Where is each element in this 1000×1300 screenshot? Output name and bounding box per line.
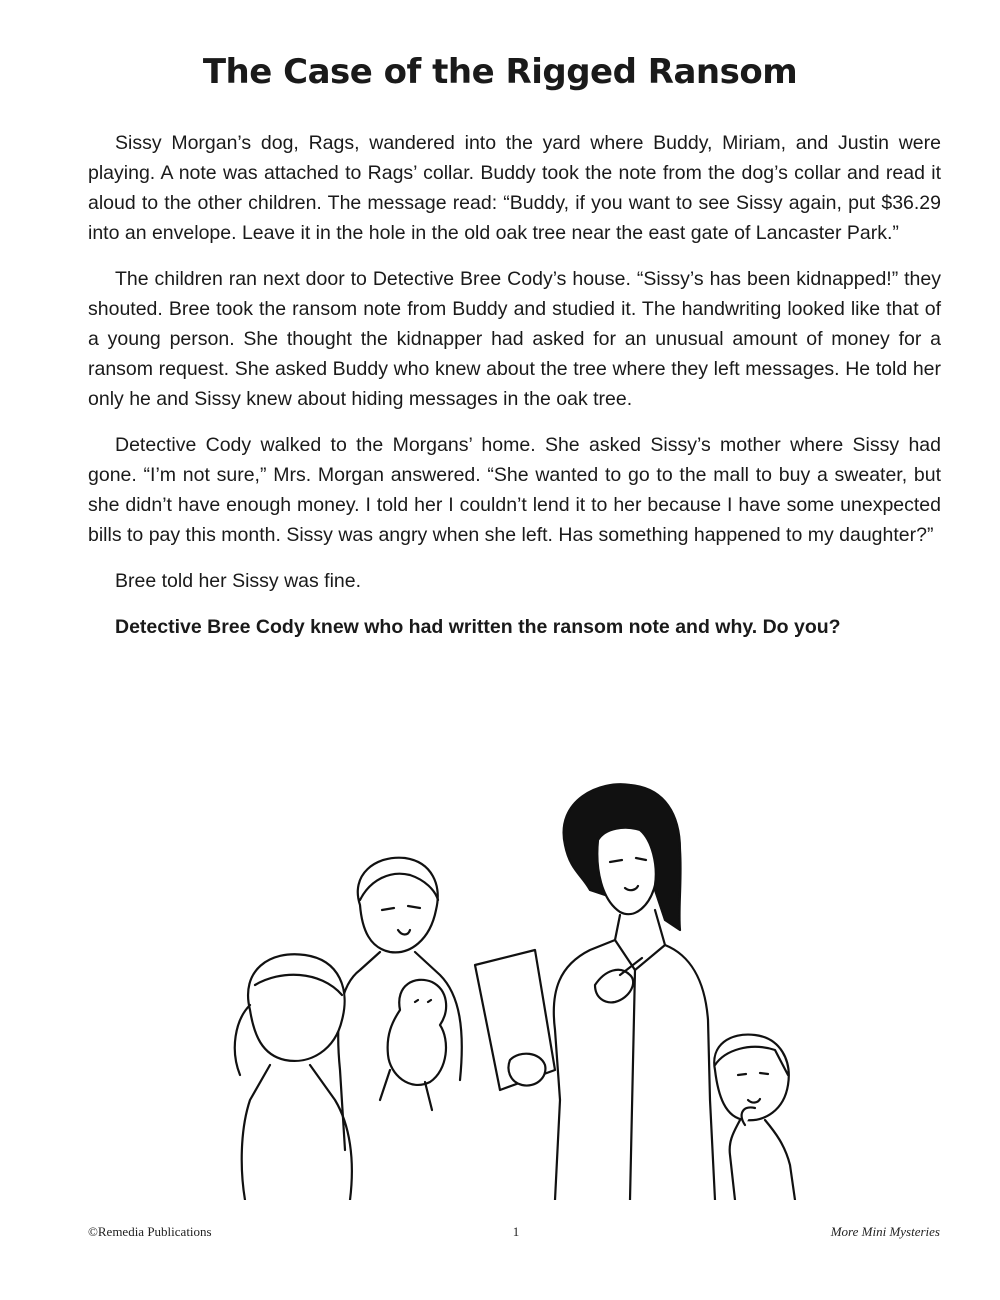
story-title: The Case of the Rigged Ransom [202, 52, 798, 92]
footer-publisher: ©Remedia Publications [88, 1224, 212, 1239]
story-paragraph-2: The children ran next door to Detective Bree Cody’s house. “Sissy’s has been kidnapped!” they shouted. Bree took the ransom note from Buddy and studied it. The handwriting looked like that of a young person. She thought the kidnapper had asked for an unusual amount of money for a ransom request. She asked Buddy who knew about the tree where they left messages. He told her only he and Sissy knew about hiding messages in the oak tree. [88, 268, 941, 410]
mystery-question: Detective Bree Cody knew who had written the ransom note and why. Do you? [115, 616, 841, 638]
miriam-figure [235, 954, 352, 1200]
story-paragraph-3: Detective Cody walked to the Morgans’ home. She asked Sissy’s mother where Sissy had gone. “I’m not sure,” Mrs. Morgan answered. “She wanted to go to the mall to buy a sweater, but she didn’t have enough money. I told her I couldn’t lend it to her because I have some unexpected bills to pay this month. Sissy was angry when she left. Has something happened to my daughter?” [88, 434, 941, 546]
detective-and-children-illustration [210, 770, 850, 1200]
footer-book-title: More Mini Mysteries [830, 1224, 940, 1239]
story-body [88, 128, 941, 658]
ransom-note-drawing [475, 950, 555, 1090]
story-paragraph-4: Bree told her Sissy was fine. [115, 570, 362, 592]
footer-page-number: 1 [512, 1224, 520, 1239]
story-paragraph-1: Sissy Morgan’s dog, Rags, wandered into the yard where Buddy, Miriam, and Justin were playing. A note was attached to Rags’ collar. Buddy took the note from the dog’s collar and read it aloud to the other children. The message read: “Buddy, if you want to see Sissy again, put $36.29 into an envelope. Leave it in the hole in the old oak tree near the east gate of Lancaster Park.” [88, 132, 941, 244]
buddy-figure [338, 858, 462, 1150]
detective-figure [554, 784, 715, 1200]
justin-figure [714, 1035, 795, 1200]
